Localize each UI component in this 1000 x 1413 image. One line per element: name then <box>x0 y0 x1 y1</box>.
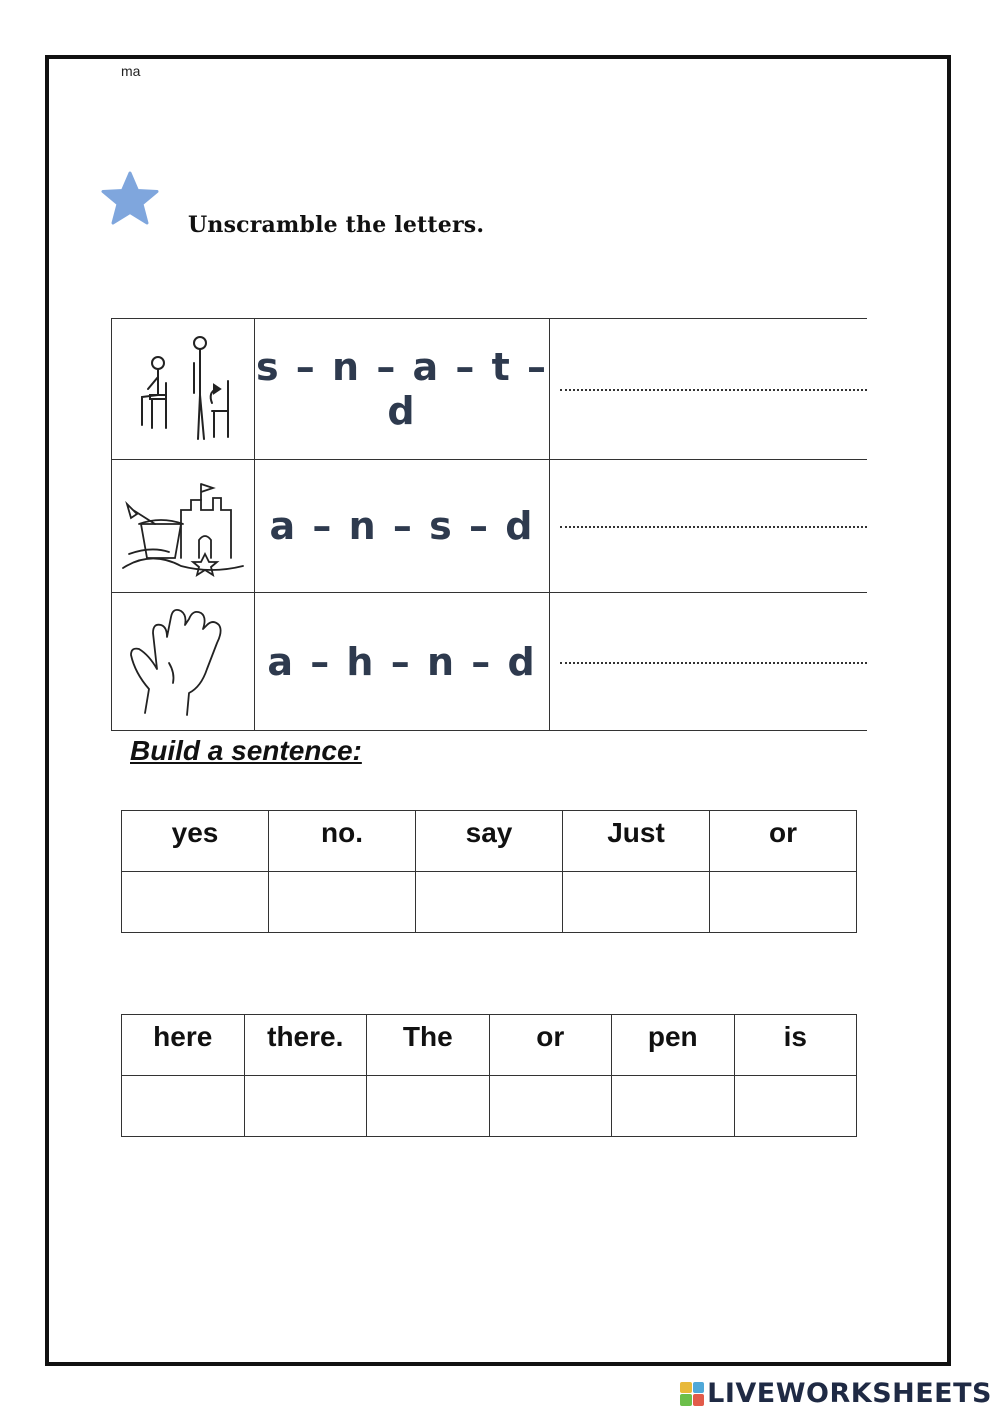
liveworksheets-logo-icon <box>680 1382 704 1406</box>
answer-line[interactable] <box>550 319 868 460</box>
unscramble-table <box>111 318 867 731</box>
answer-line[interactable] <box>550 593 868 731</box>
star-icon <box>100 171 160 227</box>
scrambled-word: s – n – a – t – d <box>255 319 550 460</box>
scrambled-word: a – n – s – d <box>255 460 550 593</box>
word-cell[interactable]: or <box>489 1015 612 1076</box>
hand-icon <box>112 593 255 731</box>
drop-cell[interactable] <box>416 872 563 933</box>
word-cell[interactable]: yes <box>122 811 269 872</box>
drop-cell[interactable] <box>122 872 269 933</box>
word-cell[interactable]: or <box>710 811 857 872</box>
word-cell[interactable]: there. <box>244 1015 367 1076</box>
table-row <box>112 460 868 593</box>
drop-cell[interactable] <box>734 1076 857 1137</box>
word-cell[interactable]: pen <box>612 1015 735 1076</box>
drop-cell[interactable] <box>244 1076 367 1137</box>
brand-name: LIVEWORKSHEETS <box>707 1378 992 1409</box>
word-table <box>121 1014 857 1137</box>
drop-cell[interactable] <box>612 1076 735 1137</box>
drop-cell[interactable] <box>563 872 710 933</box>
drop-cell[interactable] <box>367 1076 490 1137</box>
sit-stand-icon <box>112 319 255 460</box>
scrambled-word: a – h – n – d <box>255 593 550 731</box>
section-title: Build a sentence: <box>130 735 362 766</box>
table-row <box>122 872 857 933</box>
instruction-title: Unscramble the letters. <box>188 212 485 238</box>
word-cell[interactable]: no. <box>269 811 416 872</box>
table-row <box>122 1076 857 1137</box>
word-cell[interactable]: here <box>122 1015 245 1076</box>
brand-logo <box>680 1378 992 1409</box>
answer-line[interactable] <box>550 460 868 593</box>
drop-cell[interactable] <box>489 1076 612 1137</box>
table-row <box>112 319 868 460</box>
word-table <box>121 810 857 933</box>
table-row <box>122 811 857 872</box>
word-cell[interactable]: say <box>416 811 563 872</box>
drop-cell[interactable] <box>710 872 857 933</box>
word-cell[interactable]: Just <box>563 811 710 872</box>
corner-tag: ma <box>121 63 141 79</box>
drop-cell[interactable] <box>269 872 416 933</box>
table-row <box>112 593 868 731</box>
word-cell[interactable]: The <box>367 1015 490 1076</box>
table-row <box>122 1015 857 1076</box>
drop-cell[interactable] <box>122 1076 245 1137</box>
sandcastle-icon <box>112 460 255 593</box>
word-cell[interactable]: is <box>734 1015 857 1076</box>
